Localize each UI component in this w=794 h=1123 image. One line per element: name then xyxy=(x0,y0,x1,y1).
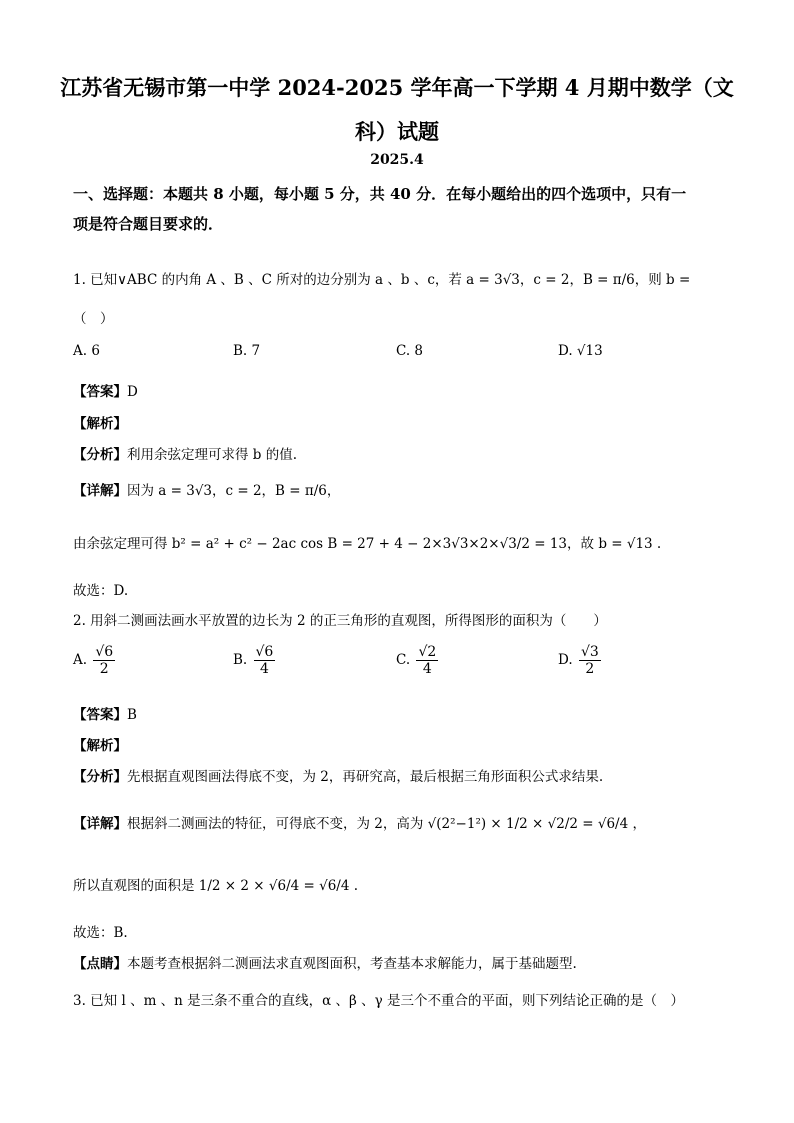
q1-detail-2: 由余弦定理可得 b² = a² + c² − 2ac cos B = 27 + 4 − 2×3√3×2×√3/2 = 13，故 b = √13 . xyxy=(73,536,662,552)
fraction-numerator: √2 xyxy=(418,644,437,660)
q2-fenxi xyxy=(73,765,603,785)
answer-value: D xyxy=(127,384,138,400)
q1-option-b: B. 7 xyxy=(233,343,261,359)
fraction-denominator: 2 xyxy=(585,661,595,678)
fraction-numerator: √3 xyxy=(580,644,599,660)
q2-dianjing xyxy=(73,952,577,972)
section-heading-line-1: 一、选择题：本题共 8 小题，每小题 5 分，共 40 分．在每小题给出的四个选项中，只有一 xyxy=(73,185,687,203)
q2-option-b xyxy=(233,644,277,677)
fenxi-text: 利用余弦定理可求得 b 的值. xyxy=(127,447,298,463)
fraction-denominator: 2 xyxy=(99,661,109,678)
q2-detail-2: 所以直观图的面积是 1/2 × 2 × √6/4 = √6/4 . xyxy=(73,878,359,894)
q1-paren: （ ） xyxy=(73,311,114,327)
option-label: C. xyxy=(396,652,411,669)
q2-option-a xyxy=(73,644,117,677)
q1-answer xyxy=(73,380,138,400)
detail-text: 根据斜二测画法的特征，可得底不变，为 2，高为 √(2²−1²) × 1/2 × √2/2 = √6/4 ， xyxy=(127,816,646,832)
fenxi-tag: 【分析】 xyxy=(73,769,127,785)
q1-choose: 故选：D. xyxy=(73,583,129,599)
document-title-line-2: 科）试题 xyxy=(355,119,439,144)
answer-tag: 【答案】 xyxy=(73,384,127,400)
q2-option-d xyxy=(558,644,603,677)
fraction-numerator: √6 xyxy=(255,644,274,660)
option-fraction xyxy=(93,644,115,677)
q2-analysis-tag: 【解析】 xyxy=(73,738,127,754)
dianjing-text: 本题考查根据斜二测画法求直观图面积，考查基本求解能力，属于基础题型. xyxy=(127,956,577,972)
q1-option-d: D. √13 xyxy=(558,343,603,359)
fraction-denominator: 4 xyxy=(422,661,432,678)
fenxi-text: 先根据直观图画法得底不变，为 2，再研究高，最后根据三角形面积公式求结果. xyxy=(127,769,604,785)
fenxi-tag: 【分析】 xyxy=(73,447,127,463)
option-label: A. xyxy=(73,652,88,669)
q2-answer xyxy=(73,703,137,723)
q1-option-c: C. 8 xyxy=(396,343,424,359)
answer-tag: 【答案】 xyxy=(73,707,127,723)
q2-option-c xyxy=(396,644,440,677)
answer-value: B xyxy=(127,707,137,723)
section-heading-line-2: 项是符合题目要求的． xyxy=(73,215,224,233)
q1-analysis-tag: 【解析】 xyxy=(73,416,127,432)
document-title-line-1: 江苏省无锡市第一中学 2024-2025 学年高一下学期 4 月期中数学（文 xyxy=(60,75,734,100)
q1-option-a: A. 6 xyxy=(73,343,100,359)
option-fraction xyxy=(416,644,438,677)
option-fraction xyxy=(579,644,601,677)
q1-detail-1 xyxy=(73,479,340,499)
q1-fenxi xyxy=(73,443,297,463)
q3-stem: 3. 已知 l 、m 、n 是三条不重合的直线，α 、β 、γ 是三个不重合的平面，则下列结论正确的是（ ） xyxy=(73,993,685,1009)
detail-tag: 【详解】 xyxy=(73,816,127,832)
document-date: 2025.4 xyxy=(370,152,424,168)
fraction-denominator: 4 xyxy=(259,661,269,678)
option-fraction xyxy=(254,644,276,677)
dianjing-tag: 【点睛】 xyxy=(73,956,127,972)
q2-detail-1 xyxy=(73,812,646,832)
q2-choose: 故选：B. xyxy=(73,925,128,941)
detail-text: 因为 a = 3√3，c = 2，B = π/6， xyxy=(127,483,341,499)
detail-tag: 【详解】 xyxy=(73,483,127,499)
option-label: B. xyxy=(233,652,248,669)
option-label: D. xyxy=(558,652,573,669)
q1-stem: 1. 已知∨ABC 的内角 A 、B 、C 所对的边分别为 a 、b 、c，若 a = 3√3，c = 2，B = π/6，则 b = xyxy=(73,272,691,288)
fraction-numerator: √6 xyxy=(95,644,114,660)
q2-stem: 2. 用斜二测画法画水平放置的边长为 2 的正三角形的直观图，所得图形的面积为（ ） xyxy=(73,613,607,629)
